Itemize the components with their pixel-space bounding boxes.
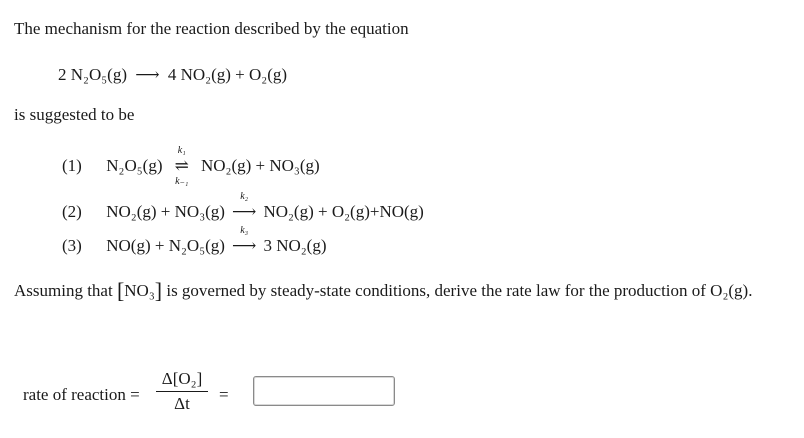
step-lhs: N₂O₅(g) (106, 156, 163, 175)
steady-state-species: NO₃ (124, 281, 155, 300)
step-rhs: NO₂(g) + NO₃(g) (200, 156, 320, 175)
equilibrium-arrow-icon: ⇌ (174, 156, 189, 175)
rate-constant-reverse: k₋₁ (175, 176, 189, 187)
question-before: Assuming that (14, 281, 113, 300)
rate-answer-input[interactable] (253, 376, 395, 406)
reaction-arrow (229, 191, 259, 221)
rate-constant: k₂ (240, 191, 249, 202)
mechanism-step-2 (62, 191, 424, 221)
right-bracket: ] (154, 278, 163, 303)
left-bracket: [ (116, 278, 125, 303)
overall-lhs: 2 N₂O₅(g) (58, 65, 127, 84)
equals-sign: = (219, 385, 229, 404)
step-number: (2) (62, 202, 82, 221)
intro-text: The mechanism for the reaction described by the equation (14, 19, 409, 38)
mechanism-step-1 (62, 145, 320, 187)
question-after: is governed by steady-state conditions, derive the rate law for the production of O₂(g). (166, 281, 753, 300)
step-rhs: NO₂(g) + O₂(g)+NO(g) (263, 202, 424, 221)
right-arrow-icon: ⟶ (232, 202, 257, 221)
overall-equation (58, 66, 287, 83)
step-number: (1) (62, 156, 82, 175)
rate-numerator: Δ[O₂] (161, 369, 203, 388)
fraction-bar (156, 391, 208, 392)
step-number: (3) (62, 236, 82, 255)
right-arrow-icon: ⟶ (232, 236, 257, 255)
rate-denominator: Δt (174, 394, 190, 413)
equilibrium-arrow (167, 145, 197, 187)
step-lhs: NO₂(g) + NO₃(g) (106, 202, 225, 221)
rate-constant: k₃ (240, 225, 249, 236)
rate-fraction (156, 370, 208, 413)
rate-constant-forward: k₁ (177, 145, 186, 156)
question-text (14, 280, 752, 302)
step-rhs: 3 NO₂(g) (263, 236, 327, 255)
step-lhs: NO(g) + N₂O₅(g) (106, 236, 225, 255)
reaction-arrow (229, 225, 259, 255)
overall-rhs: 4 NO₂(g) + O₂(g) (167, 65, 288, 84)
mechanism-step-3 (62, 225, 327, 255)
rate-label: rate of reaction = (23, 385, 140, 404)
suggested-text: is suggested to be (14, 105, 135, 124)
reaction-arrow: ⟶ (135, 65, 160, 84)
